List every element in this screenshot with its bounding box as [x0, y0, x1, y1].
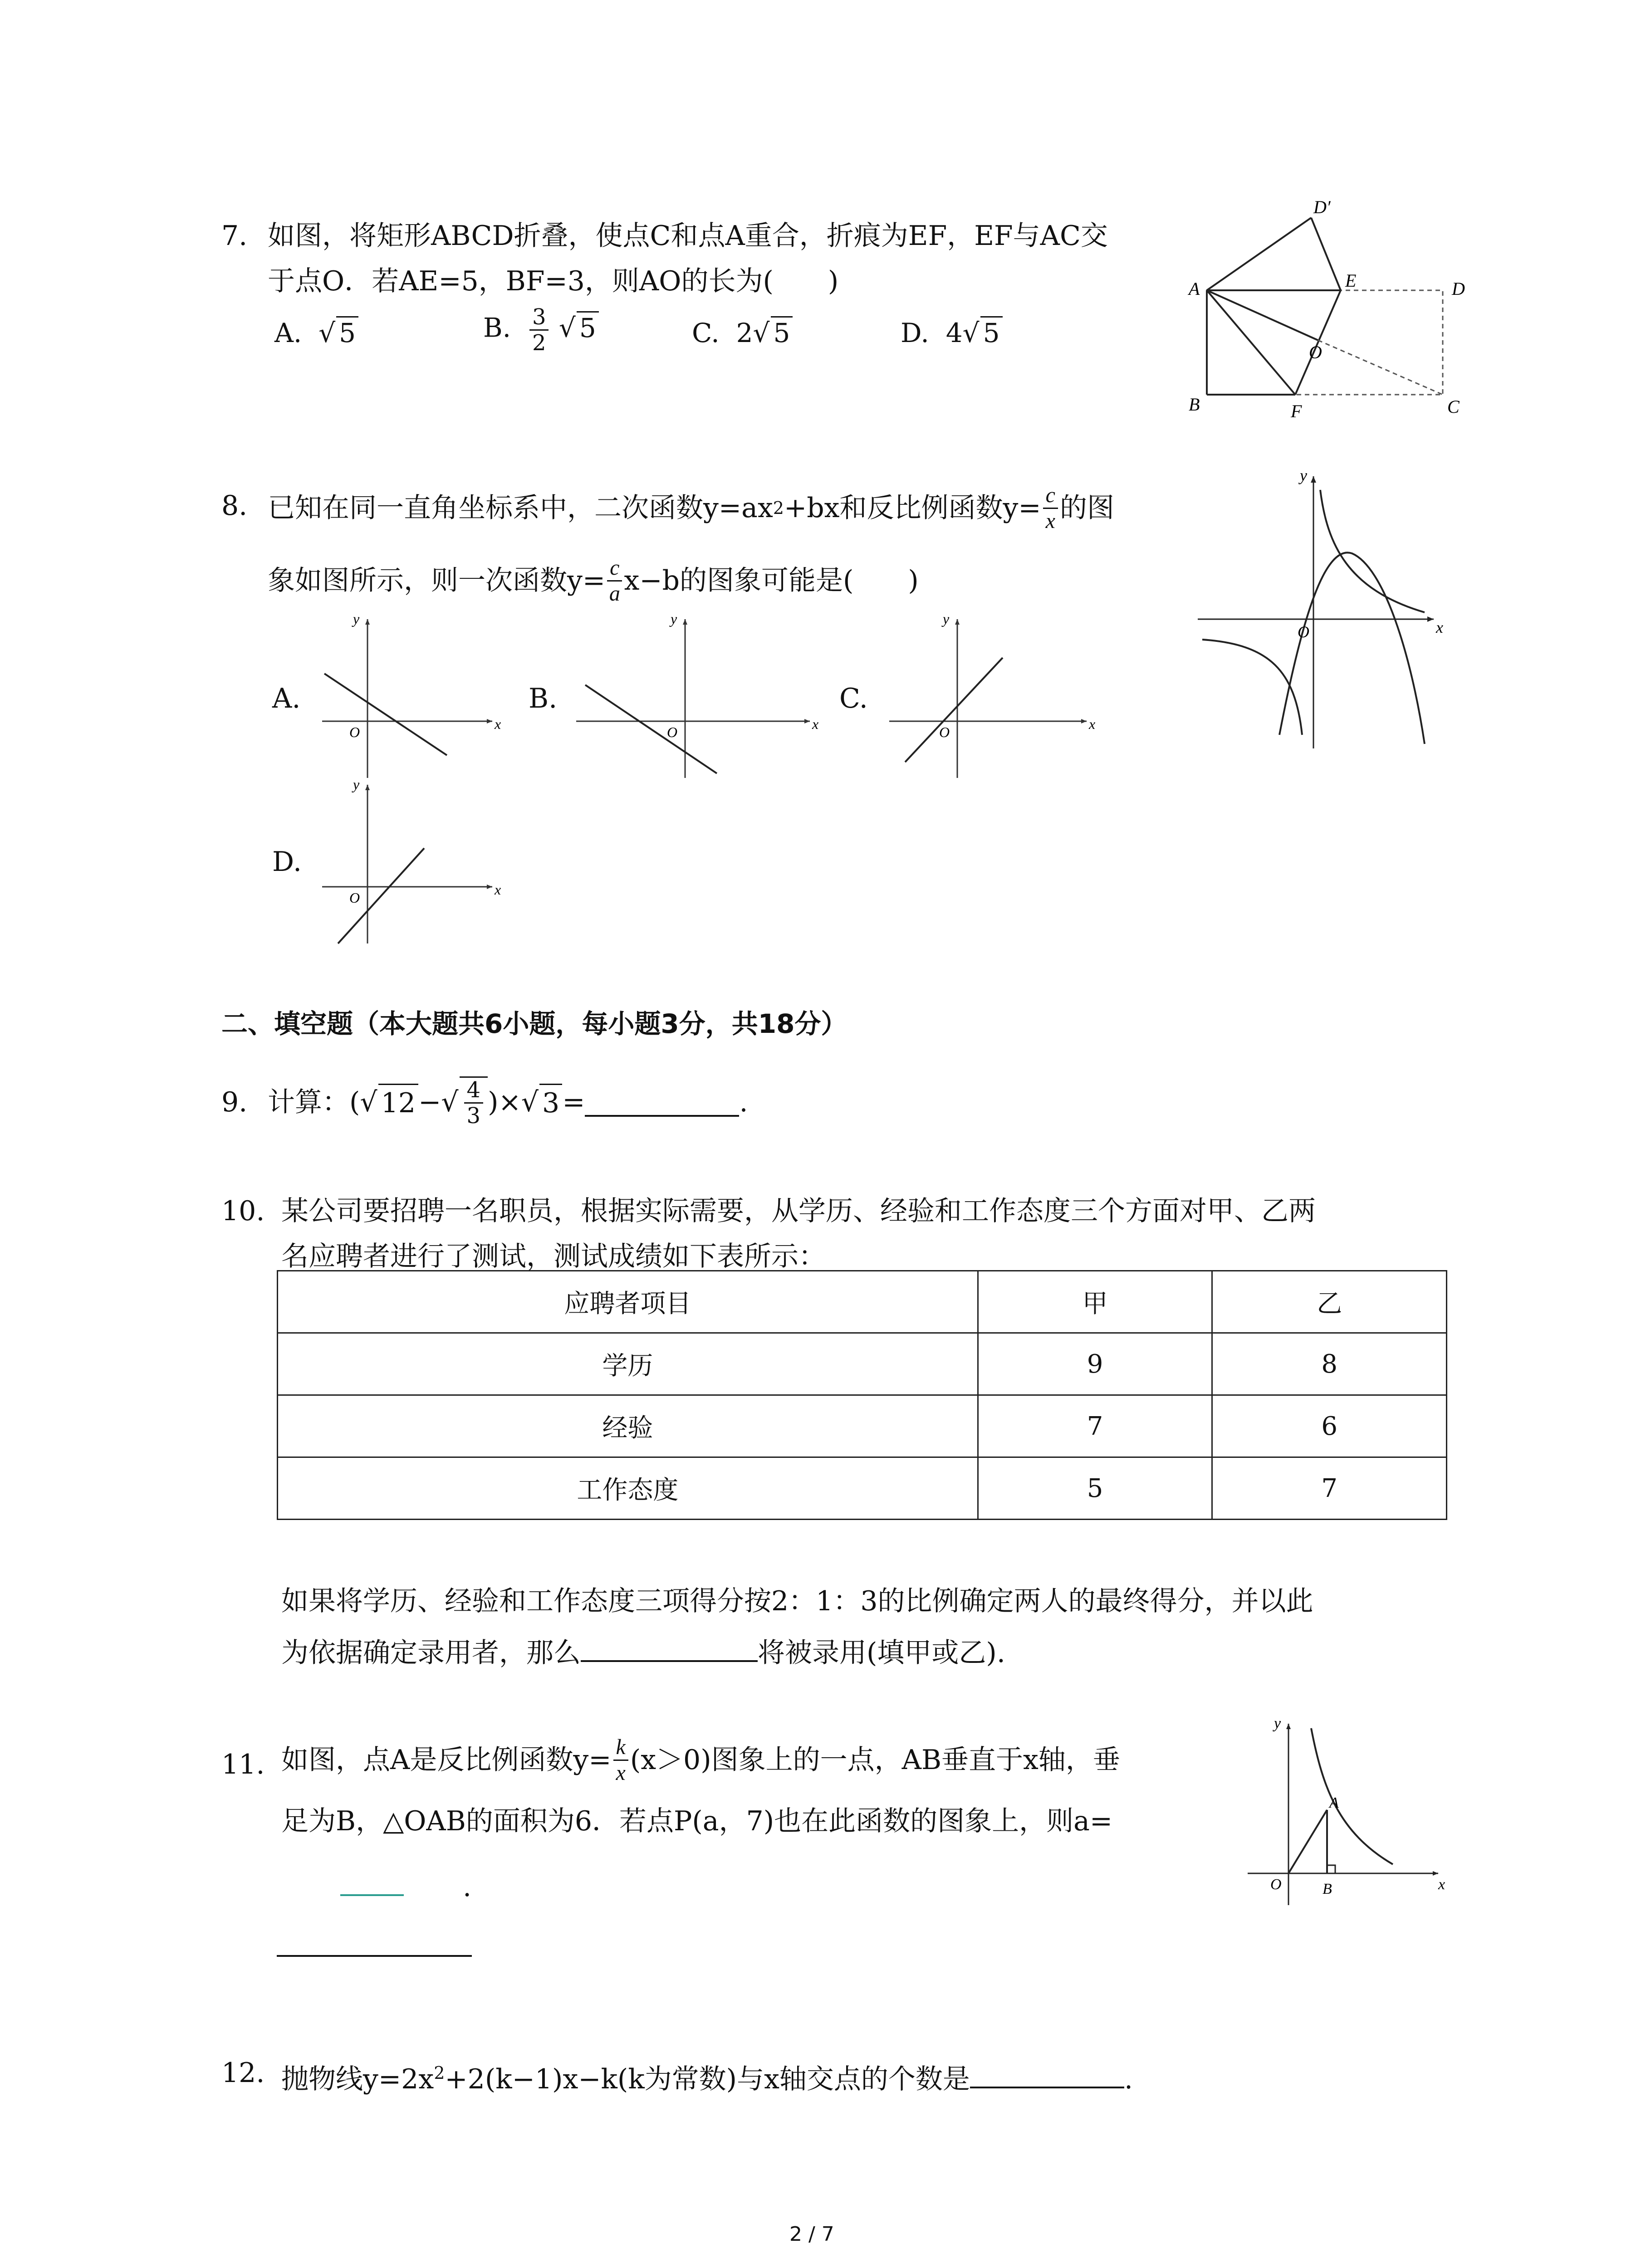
q11-line2: 足为B，△OAB的面积为6．若点P(a，7)也在此函数的图象上，则a= — [281, 1805, 1113, 1837]
q7-choice-b: B. $\frac{3}{2}$ √ 5 — [483, 305, 599, 355]
q8-line1: 已知在同一直角坐标系中，二次函数y=ax 2 +bx和反比例函数y= $\frac{c}{x}$ 的图 — [268, 483, 1114, 533]
svg-text:O: O — [349, 890, 360, 906]
table-header-cell: 乙 — [1212, 1271, 1447, 1333]
q12-number: 12. — [221, 2057, 265, 2089]
q8-choice-c-letter: C. — [839, 683, 868, 714]
svg-text:y: y — [353, 611, 360, 627]
table-cell: 8 — [1212, 1333, 1447, 1395]
svg-text:O: O — [349, 724, 360, 740]
q7-choice-c: C. 2√ 5 — [692, 318, 793, 348]
q8-choice-a-graph — [313, 610, 513, 782]
q7-label-b: B — [1189, 394, 1200, 415]
page-number: 2 / 7 — [789, 2223, 834, 2246]
table-cell: 9 — [978, 1333, 1212, 1395]
table-cell: 7 — [978, 1395, 1212, 1457]
svg-text:x: x — [812, 716, 819, 732]
q10-line2: 名应聘者进行了测试，测试成绩如下表所示： — [281, 1241, 826, 1272]
q8-function-graph — [1198, 463, 1461, 753]
table-row — [278, 1457, 1447, 1520]
q8-graph-y-label: y — [1300, 466, 1307, 484]
q11-answer-blank[interactable] — [277, 1955, 472, 1957]
q7-label-c: C — [1447, 396, 1460, 417]
q8-choice-b-letter: B. — [529, 683, 558, 714]
q10-line1: 某公司要招聘一名职员，根据实际需要，从学历、经验和工作态度三个方面对甲、乙两 — [281, 1195, 1316, 1227]
q7-choice-d: D. 4√ 5 — [901, 318, 1003, 348]
svg-text:x: x — [1438, 1876, 1445, 1893]
svg-text:x: x — [1089, 716, 1096, 732]
q7-label-o: O — [1309, 342, 1322, 362]
q11-answer-mark — [340, 1872, 404, 1896]
q10-after-line1: 如果将学历、经验和工作态度三项得分按2：1：3的比例确定两人的最终得分，并以此 — [281, 1585, 1313, 1617]
q12-answer-blank[interactable] — [970, 2059, 1124, 2088]
q8-choice-a-letter: A. — [272, 683, 301, 714]
q7-line1: 如图，将矩形ABCD折叠，使点C和点A重合，折痕为EF，EF与AC交 — [268, 220, 1108, 252]
q7-label-dprime: D′ — [1313, 200, 1331, 217]
q10-after-line2: 为依据确定录用者，那么 将被录用(填甲或乙). — [281, 1633, 1005, 1671]
table-cell: 学历 — [278, 1333, 978, 1395]
q12-text: 抛物线$y=2x^2+2(k-1)x-k(k$为常数)与x轴交点的个数是 . — [281, 2055, 1133, 2097]
q7-label-f: F — [1291, 401, 1302, 421]
q8-choice-d-letter: D. — [272, 846, 302, 878]
q7-choice-a: A. √ 5 — [274, 318, 358, 348]
q11-line3: . — [340, 1869, 471, 1905]
q8-choice-b-graph — [572, 610, 826, 782]
q8-choice-c-graph — [885, 610, 1102, 782]
q11-number: 11. — [221, 1749, 265, 1780]
svg-text:B: B — [1323, 1881, 1332, 1897]
q8-graph-origin: O — [1298, 623, 1309, 641]
svg-text:A: A — [1329, 1794, 1339, 1811]
svg-text:x: x — [495, 716, 501, 732]
q10-number: 10. — [221, 1195, 265, 1227]
table-row — [278, 1395, 1447, 1457]
svg-text:O: O — [1270, 1876, 1282, 1893]
table-header-cell: 应聘者项目 — [278, 1271, 978, 1333]
q8-line2: 象如图所示，则一次函数y= $\frac{c}{a}$ x−b的图象可能是( ) — [268, 555, 919, 606]
q11-hyperbola-graph — [1239, 1715, 1456, 1914]
svg-text:O: O — [939, 724, 950, 740]
table-row — [278, 1333, 1447, 1395]
q9-answer-blank[interactable] — [585, 1088, 739, 1117]
svg-text:O: O — [667, 724, 678, 740]
section-2-title: 二、填空题（本大题共6小题，每小题3分，共18分） — [221, 1008, 847, 1039]
svg-text:x: x — [495, 881, 501, 898]
q9-number: 9. — [221, 1086, 248, 1118]
table-cell: 6 — [1212, 1395, 1447, 1457]
table-header-cell: 甲 — [978, 1271, 1212, 1333]
q9-expression: 计算：( √ 12 − √ $\frac{4}{3}$ )× √ 3 = . — [268, 1077, 748, 1129]
table-cell: 工作态度 — [278, 1457, 978, 1520]
table-cell: 7 — [1212, 1457, 1447, 1520]
table-cell: 经验 — [278, 1395, 978, 1457]
table-cell: 5 — [978, 1457, 1212, 1520]
q8-choice-d-graph — [313, 776, 513, 948]
svg-text:y: y — [1274, 1715, 1281, 1732]
q7-label-d: D — [1452, 279, 1465, 299]
q7-label-a: A — [1189, 279, 1200, 299]
q10-score-table — [277, 1270, 1447, 1520]
table-header-row — [278, 1271, 1447, 1333]
q8-graph-x-label: x — [1436, 618, 1443, 636]
svg-text:y: y — [943, 611, 950, 627]
q7-label-e: E — [1345, 270, 1357, 291]
q7-number: 7. — [221, 220, 248, 252]
q11-line1: 如图，点A是反比例函数y= $\frac{k}{x}$ (x＞0)图象上的一点，AB垂直于x轴，垂 — [281, 1735, 1120, 1785]
svg-text:y: y — [671, 611, 677, 627]
q10-answer-blank[interactable] — [581, 1633, 758, 1662]
q8-number: 8. — [221, 490, 248, 522]
svg-text:y: y — [353, 776, 360, 792]
q7-line2: 于点O．若AE=5，BF=3，则AO的长为( ) — [268, 265, 839, 297]
q7-rectangle-figure — [1180, 200, 1479, 426]
